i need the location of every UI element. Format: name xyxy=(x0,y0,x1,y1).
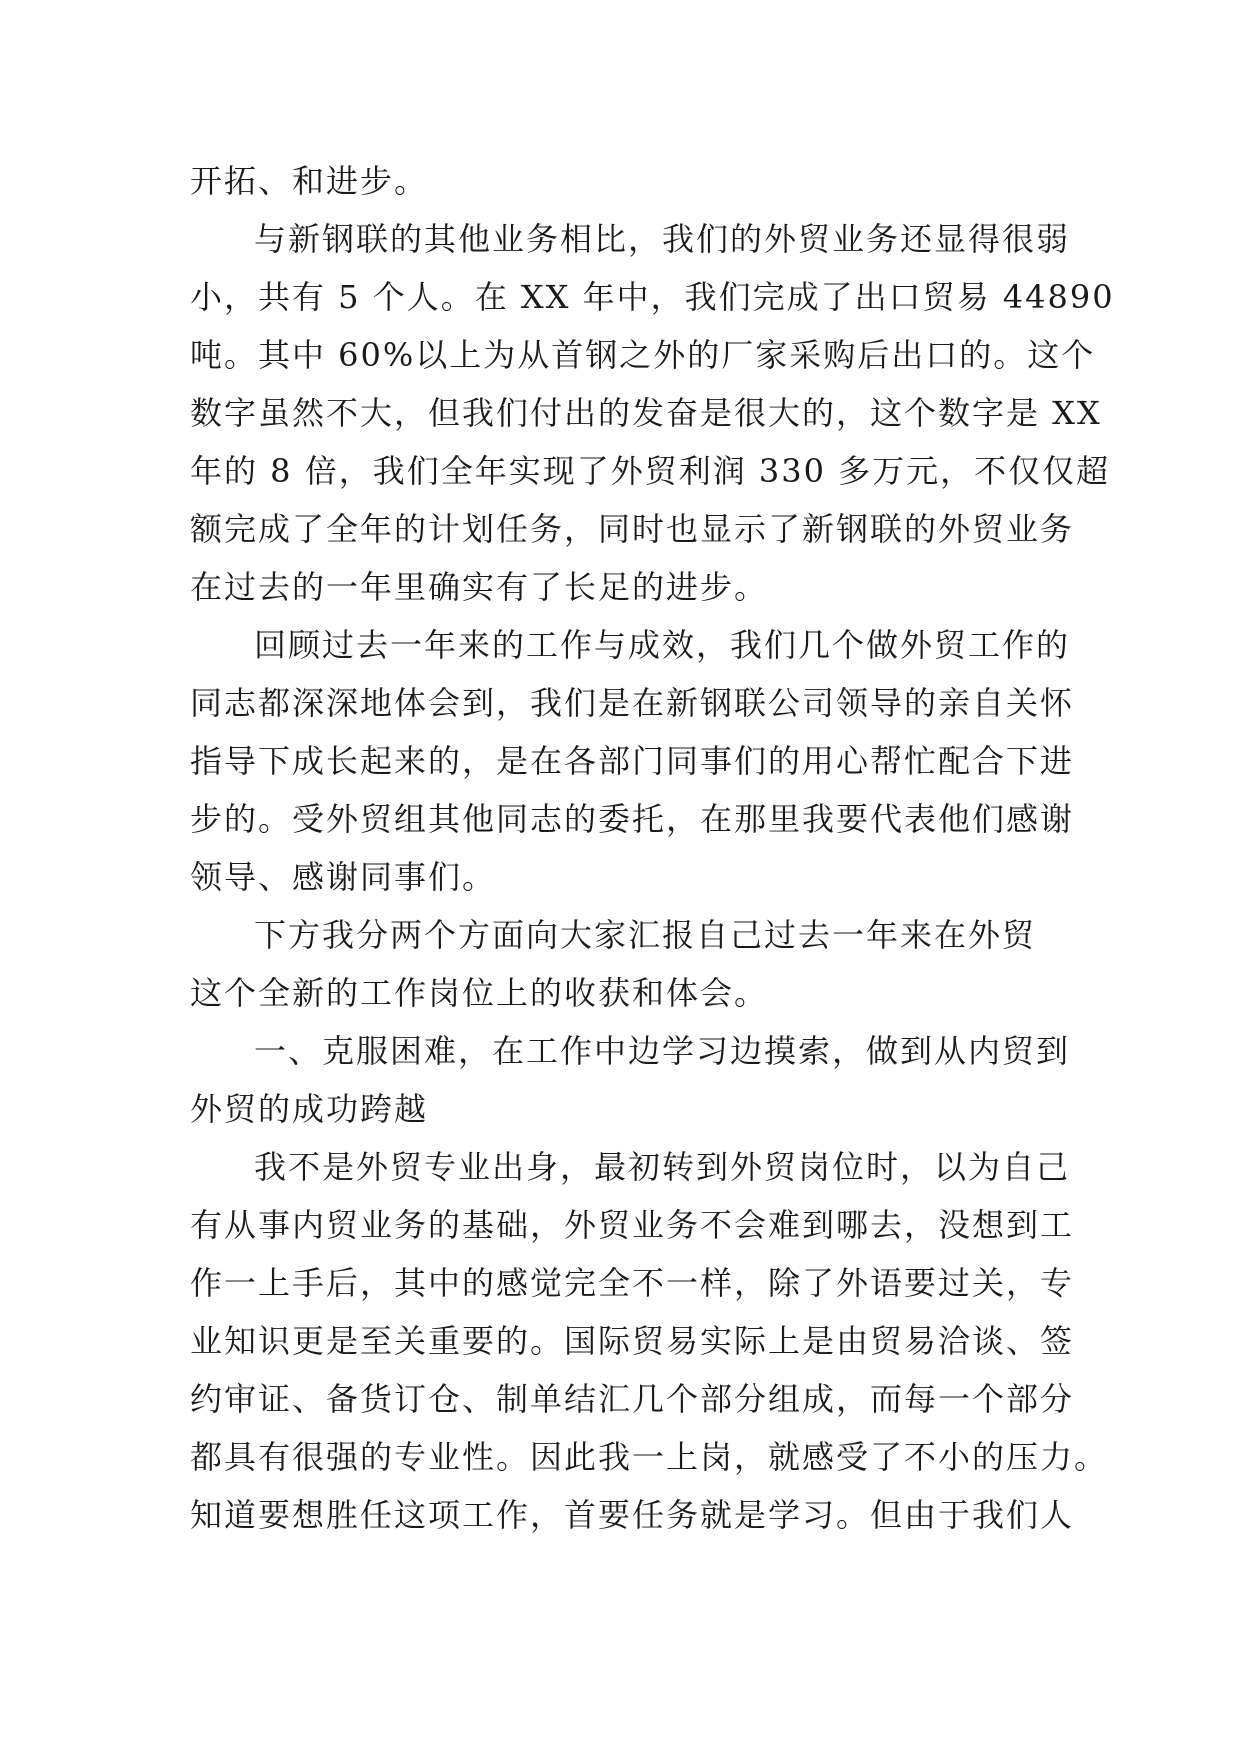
text-line: 数字虽然不大，但我们付出的发奋是很大的，这个数字是 XX xyxy=(190,394,1102,432)
text-line: 都具有很强的专业性。因此我一上岗，就感受了不小的压力。 xyxy=(190,1438,1109,1476)
text-line: 业知识更是至关重要的。国际贸易实际上是由贸易洽谈、签 xyxy=(190,1322,1075,1360)
paragraph-start-line: 下方我分两个方面向大家汇报自己过去一年来在外贸 xyxy=(254,916,1037,954)
text-line: 吨。其中 60%以上为从首钢之外的厂家采购后出口的。这个 xyxy=(190,336,1096,374)
text-line: 约审证、备货订仓、制单结汇几个部分组成，而每一个部分 xyxy=(190,1380,1075,1418)
text-line: 额完成了全年的计划任务，同时也显示了新钢联的外贸业务 xyxy=(190,510,1075,548)
text-line: 同志都深深地体会到，我们是在新钢联公司领导的亲自关怀 xyxy=(190,684,1075,722)
text-line: 在过去的一年里确实有了长足的进步。 xyxy=(190,568,769,606)
section-heading-line: 外贸的成功跨越 xyxy=(190,1090,429,1128)
paragraph-start-line: 回顾过去一年来的工作与成效，我们几个做外贸工作的 xyxy=(254,626,1071,664)
section-heading-line: 一、克服困难，在工作中边学习边摸索，做到从内贸到 xyxy=(254,1032,1071,1070)
paragraph-start-line: 我不是外贸专业出身，最初转到外贸岗位时，以为自己 xyxy=(254,1148,1071,1186)
text-line: 步的。受外贸组其他同志的委托，在那里我要代表他们感谢 xyxy=(190,800,1075,838)
text-line: 作一上手后，其中的感觉完全不一样，除了外语要过关，专 xyxy=(190,1264,1075,1302)
text-line: 这个全新的工作岗位上的收获和体会。 xyxy=(190,974,769,1012)
text-line: 知道要想胜任这项工作，首要任务就是学习。但由于我们人 xyxy=(190,1496,1075,1534)
text-line: 领导、感谢同事们。 xyxy=(190,858,497,896)
document-body xyxy=(190,152,1115,1544)
text-line: 开拓、和进步。 xyxy=(190,162,429,200)
text-line: 指导下成长起来的，是在各部门同事们的用心帮忙配合下进 xyxy=(190,742,1075,780)
paragraph-start-line: 与新钢联的其他业务相比，我们的外贸业务还显得很弱 xyxy=(254,220,1071,258)
text-line: 有从事内贸业务的基础，外贸业务不会难到哪去，没想到工 xyxy=(190,1206,1075,1244)
text-line: 年的 8 倍，我们全年实现了外贸利润 330 多万元，不仅仅超 xyxy=(190,452,1111,490)
text-line: 小，共有 5 个人。在 XX 年中，我们完成了出口贸易 44890 xyxy=(190,278,1115,316)
